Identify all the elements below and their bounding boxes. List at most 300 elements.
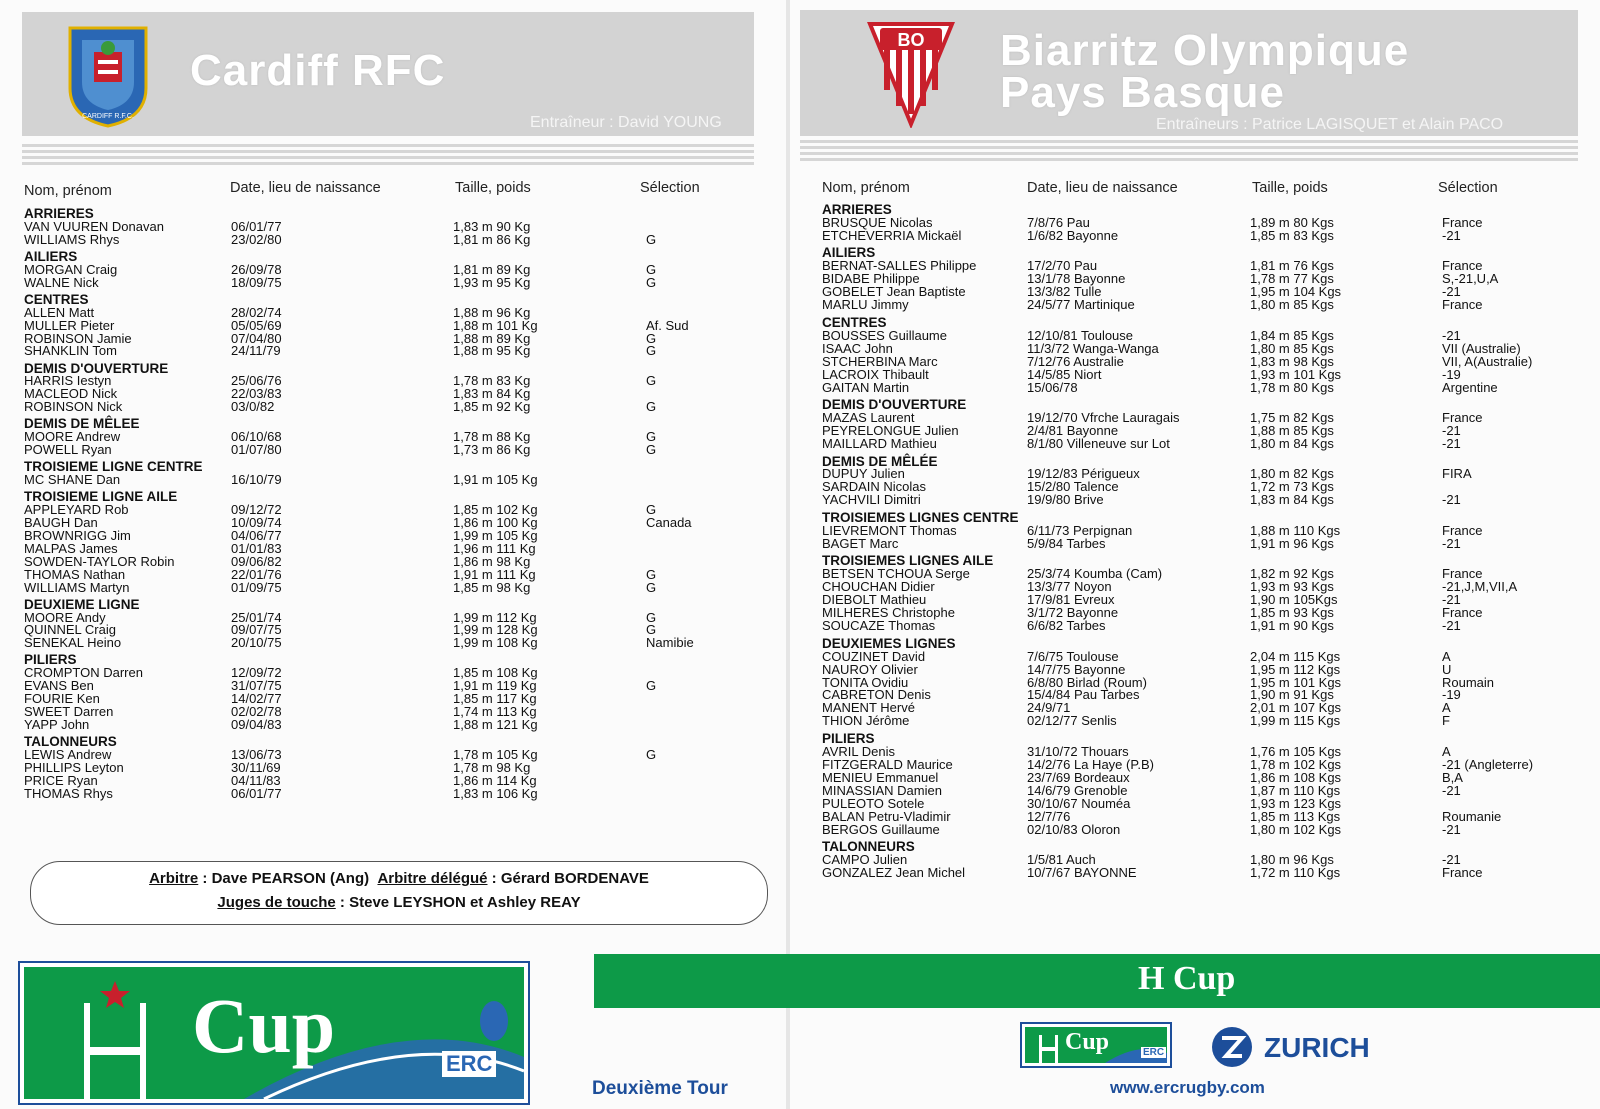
officials-box (30, 861, 768, 925)
player-size: 1,85 m 98 Kg (453, 579, 531, 595)
player-selection: Canada (646, 515, 692, 530)
player-size: 1,82 m 92 Kgs (1250, 566, 1334, 582)
player-name: COUZINET David (822, 648, 926, 664)
player-name: SOWDEN-TAYLOR Robin (24, 553, 175, 569)
player-size: 2,01 m 107 Kgs (1250, 700, 1342, 716)
player-name: YACHVILI Dimitri (822, 492, 921, 508)
player-birth: 13/1/78 Bayonne (1027, 271, 1126, 287)
player-selection: France (1442, 258, 1483, 274)
player-name: STCHERBINA Marc (822, 353, 938, 369)
section-title: DEMIS D'OUVERTURE (822, 397, 967, 413)
player-selection: G (646, 373, 657, 389)
player-name: DIEBOLT Mathieu (822, 592, 927, 608)
player-name: THOMAS Rhys (24, 785, 113, 801)
player-birth: 7/6/75 Toulouse (1027, 648, 1119, 664)
player-birth: 12/10/81 Toulouse (1027, 327, 1134, 343)
hcup-logo-small (1020, 1022, 1172, 1068)
player-name: SHANKLIN Tom (24, 343, 117, 359)
player-birth: 01/09/75 (231, 579, 282, 595)
player-birth: 23/7/69 Bordeaux (1027, 769, 1130, 785)
player-size: 1,72 m 73 Kgs (1250, 479, 1334, 495)
player-selection: VII, A(Australie) (1442, 353, 1533, 369)
player-selection: -21 (1442, 535, 1461, 551)
player-name: MAILLARD Mathieu (822, 435, 937, 451)
player-selection: France (1442, 522, 1483, 538)
player-birth: 03/0/82 (231, 399, 275, 415)
player-size: 1,88 m 121 Kg (453, 716, 538, 732)
player-size: 1,93 m 95 Kg (453, 274, 531, 290)
rugby-ball-icon (480, 1001, 508, 1041)
player-selection: G (646, 579, 657, 595)
player-birth: 05/05/69 (231, 317, 282, 333)
player-birth: 15/4/84 Pau Tarbes (1027, 687, 1140, 703)
player-size: 1,83 m 84 Kgs (1250, 492, 1334, 508)
player-birth: 19/12/70 Vfrche Lauragais (1027, 410, 1180, 426)
player-selection: G (646, 231, 657, 247)
player-size: 1,86 m 114 Kg (453, 772, 537, 788)
player-name: MOORE Andrew (24, 429, 121, 445)
player-birth: 04/11/83 (231, 772, 281, 788)
player-name: NAUROY Olivier (822, 661, 918, 677)
referee-label: Arbitre (149, 870, 199, 887)
player-birth: 24/11/79 (231, 343, 281, 359)
player-name: MORGAN Craig (24, 261, 118, 277)
player-birth: 06/10/68 (231, 429, 282, 445)
player-selection: G (646, 502, 657, 518)
website-url: www.ercrugby.com (1110, 1078, 1265, 1097)
player-birth: 12/7/76 (1027, 808, 1071, 824)
player-size: 1,99 m 115 Kgs (1250, 713, 1341, 729)
player-size: 1,83 m 106 Kg (453, 785, 538, 801)
player-birth: 31/10/72 Thouars (1027, 743, 1129, 759)
player-size: 1,91 m 105 Kg (453, 472, 538, 488)
section-title: TROISIEME LIGNE CENTRE (24, 459, 203, 475)
player-size: 1,88 m 96 Kg (453, 304, 531, 320)
player-birth: 06/01/77 (231, 218, 282, 234)
player-name: WALNE Nick (24, 274, 99, 290)
zurich-wordmark: ZURICH (1264, 1032, 1370, 1063)
player-name: ALLEN Matt (24, 304, 95, 320)
player-birth: 7/12/76 Australie (1027, 353, 1124, 369)
player-size: 1,80 m 85 Kgs (1250, 340, 1334, 356)
player-name: BALAN Petru-Vladimir (822, 808, 951, 824)
player-name: SENEKAL Heino (24, 635, 122, 651)
player-name: VAN VUUREN Donavan (24, 218, 164, 234)
player-selection: G (646, 399, 657, 415)
player-selection: VII (Australie) (1442, 340, 1521, 356)
player-birth: 28/02/74 (231, 304, 282, 320)
player-birth: 02/10/83 Oloron (1027, 821, 1121, 837)
col-header-selection: Sélection (640, 180, 700, 196)
player-size: 1,80 m 85 Kgs (1250, 297, 1334, 313)
player-name: LIEVREMONT Thomas (822, 522, 957, 538)
player-selection: -19 (1442, 366, 1461, 382)
player-birth: 09/04/83 (231, 716, 282, 732)
section-title: TROISIEME LIGNE AILE (24, 489, 178, 505)
biarritz-crest-icon (866, 20, 956, 128)
player-size: 1,88 m 85 Kgs (1250, 423, 1334, 438)
player-size: 1,78 m 77 Kgs (1250, 271, 1334, 287)
section-title: DEUXIEME LIGNE (24, 596, 140, 612)
player-birth: 8/1/80 Villeneuve sur Lot (1027, 435, 1170, 451)
player-birth: 01/01/83 (231, 540, 282, 556)
player-size: 1,88 m 101 Kg (453, 317, 538, 333)
player-name: WILLIAMS Martyn (24, 579, 130, 595)
player-size: 1,78 m 80 Kgs (1250, 379, 1334, 395)
player-selection: G (646, 566, 657, 582)
player-birth: 6/8/80 Birlad (Roum) (1027, 674, 1147, 690)
player-name: MARLU Jimmy (822, 297, 909, 313)
player-name: PULEOTO Sotele (822, 795, 925, 811)
player-birth: 25/01/74 (231, 609, 282, 625)
left-page (0, 0, 787, 1109)
player-birth: 6/11/73 Perpignan (1027, 522, 1133, 538)
player-birth: 12/09/72 (231, 665, 282, 681)
player-name: ETCHEVERRIA Mickaël (822, 227, 962, 243)
player-name: POWELL Ryan (24, 442, 112, 458)
player-name: SARDAIN Nicolas (822, 479, 927, 495)
player-birth: 13/06/73 (231, 746, 282, 762)
player-name: CHOUCHAN Didier (822, 579, 935, 595)
player-birth: 09/06/82 (231, 553, 282, 569)
player-size: 1,86 m 98 Kg (453, 553, 531, 569)
col-header-selection: Sélection (1438, 180, 1498, 196)
hcup-title: H Cup (1138, 960, 1236, 997)
player-selection: B,A (1442, 769, 1463, 785)
player-birth: 25/3/74 Koumba (Cam) (1027, 566, 1163, 582)
player-birth: 19/9/80 Brive (1027, 492, 1104, 508)
player-size: 1,78 m 88 Kg (453, 429, 531, 445)
player-size: 1,90 m 105Kgs (1250, 592, 1338, 608)
biarritz-team-name-1: Biarritz Olympique (1000, 26, 1410, 75)
section-title: PILIERS (822, 730, 875, 746)
player-selection: -21 (1442, 821, 1461, 837)
player-birth: 3/1/72 Bayonne (1027, 605, 1119, 621)
player-size: 1,80 m 82 Kgs (1250, 466, 1334, 482)
player-size: 1,95 m 101 Kgs (1250, 674, 1342, 690)
player-size: 1,91 m 119 Kg (453, 678, 537, 694)
player-birth: 30/11/69 (231, 759, 281, 775)
player-name: BIDABE Philippe (822, 271, 920, 287)
player-size: 1,88 m 95 Kg (453, 343, 531, 359)
player-size: 1,83 m 98 Kgs (1250, 353, 1334, 369)
player-size: 1,95 m 112 Kgs (1250, 661, 1341, 677)
player-birth: 31/07/75 (231, 678, 282, 694)
player-name: CROMPTON Darren (24, 665, 143, 681)
player-name: MC SHANE Dan (24, 472, 121, 488)
player-name: MILHERES Christophe (822, 605, 955, 621)
section-title: TALONNEURS (24, 734, 117, 749)
player-name: GAITAN Martin (822, 379, 910, 395)
player-name: MACLEOD Nick (24, 386, 118, 402)
player-birth: 17/2/70 Pau (1027, 258, 1098, 274)
player-birth: 09/12/72 (231, 502, 282, 518)
player-birth: 22/01/76 (231, 566, 282, 582)
player-size: 1,85 m 117 Kg (453, 691, 537, 707)
player-selection: France (1442, 605, 1483, 621)
player-size: 1,87 m 110 Kgs (1250, 782, 1341, 798)
cardiff-coach: Entraîneur : David YOUNG (530, 114, 722, 131)
player-name: HARRIS Iestyn (24, 373, 112, 389)
player-birth: 24/5/77 Martinique (1027, 297, 1135, 313)
player-birth: 25/06/76 (231, 373, 282, 389)
player-birth: 7/8/76 Pau (1027, 214, 1090, 230)
player-name: BERNAT-SALLES Philippe (822, 258, 977, 274)
player-name: FOURIE Ken (24, 691, 100, 707)
player-size: 1,78 m 102 Kgs (1250, 756, 1342, 772)
player-birth: 02/02/78 (231, 704, 282, 719)
section-title: ARRIERES (24, 206, 94, 221)
player-selection: France (1442, 297, 1483, 313)
section-title: DEMIS DE MÊLÉE (822, 453, 938, 469)
col-header-size: Taille, poids (1252, 180, 1328, 196)
player-size: 1,96 m 111 Kg (453, 540, 536, 556)
small-logo-erc: ERC (1143, 1047, 1165, 1058)
player-size: 1,78 m 83 Kg (453, 373, 531, 389)
player-birth: 09/07/75 (231, 622, 282, 638)
header-stripes (22, 144, 754, 166)
player-name: FITZGERALD Maurice (822, 756, 953, 772)
player-size: 1,83 m 90 Kg (453, 218, 531, 234)
player-size: 1,75 m 82 Kgs (1250, 410, 1334, 426)
player-size: 1,85 m 113 Kgs (1250, 808, 1341, 824)
player-name: CABRETON Denis (822, 687, 931, 703)
section-title: ARRIERES (822, 202, 892, 217)
player-birth: 14/6/79 Grenoble (1027, 782, 1128, 798)
player-selection: Argentine (1442, 379, 1498, 395)
player-selection: G (646, 330, 657, 346)
cardiff-crest-icon (68, 26, 148, 128)
player-birth: 30/10/67 Nouméa (1027, 795, 1131, 811)
player-selection: -19 (1442, 687, 1461, 703)
player-size: 1,74 m 113 Kg (453, 704, 537, 719)
player-selection: -21 (1442, 284, 1461, 300)
player-name: MENIEU Emmanuel (822, 769, 939, 785)
player-name: MAZAS Laurent (822, 410, 915, 426)
player-name: MULLER Pieter (24, 317, 115, 333)
col-header-birth: Date, lieu de naissance (1027, 180, 1178, 196)
section-title: CENTRES (24, 291, 89, 307)
player-birth: 1/5/81 Auch (1027, 852, 1096, 868)
player-selection: G (646, 274, 657, 290)
player-birth: 04/06/77 (231, 527, 282, 543)
player-size: 1,85 m 102 Kg (453, 502, 538, 518)
player-birth: 2/4/81 Bayonne (1027, 423, 1119, 438)
player-selection: France (1442, 410, 1483, 426)
player-name: MANENT Hervé (822, 700, 915, 716)
player-selection: A (1442, 743, 1451, 759)
player-birth: 6/6/82 Tarbes (1027, 618, 1106, 634)
player-size: 1,78 m 105 Kg (453, 746, 538, 762)
col-header-size: Taille, poids (455, 180, 531, 196)
player-size: 1,99 m 112 Kg (453, 609, 537, 625)
header-stripes (800, 140, 1578, 162)
player-birth: 02/12/77 Senlis (1027, 713, 1117, 729)
zurich-logo-icon (1210, 1026, 1254, 1068)
player-size: 1,91 m 90 Kgs (1250, 618, 1334, 634)
player-name: PRICE Ryan (24, 772, 98, 788)
player-selection: S,-21,U,A (1442, 271, 1499, 287)
player-name: LEWIS Andrew (24, 746, 112, 762)
player-size: 1,99 m 128 Kg (453, 622, 538, 638)
biarritz-coaches: Entraîneurs : Patrice LAGISQUET et Alain PACO (1156, 116, 1504, 133)
player-name: CAMPO Julien (822, 852, 908, 868)
player-selection: Namibie (646, 635, 694, 651)
player-name: THOMAS Nathan (24, 566, 126, 582)
player-birth: 19/12/83 Périgueux (1027, 466, 1140, 482)
small-logo-word: Cup (1065, 1029, 1110, 1055)
player-selection: -21 (1442, 227, 1461, 243)
player-size: 1,76 m 105 Kgs (1250, 743, 1342, 759)
player-selection: G (646, 261, 657, 277)
player-name: ISAAC John (822, 340, 893, 356)
player-selection: FIRA (1442, 466, 1472, 482)
player-birth: 07/04/80 (231, 330, 282, 346)
player-birth: 15/06/78 (1027, 379, 1078, 395)
player-name: BROWNRIGG Jim (24, 527, 131, 543)
player-name: PHILLIPS Leyton (24, 759, 124, 775)
player-name: EVANS Ben (24, 678, 94, 694)
player-size: 1,86 m 100 Kg (453, 515, 538, 530)
player-size: 1,95 m 104 Kgs (1250, 284, 1342, 300)
player-selection: -21 (1442, 618, 1461, 634)
player-size: 1,99 m 105 Kg (453, 527, 538, 543)
player-name: DUPUY Julien (822, 466, 905, 482)
player-selection: U (1442, 661, 1452, 677)
touch-judges-label: Juges de touche (217, 894, 336, 911)
player-birth: 16/10/79 (231, 472, 282, 488)
player-selection: A (1442, 700, 1451, 716)
section-title: CENTRES (822, 314, 887, 330)
player-size: 1,73 m 86 Kg (453, 442, 531, 458)
player-selection: F (1442, 713, 1450, 729)
col-header-name: Nom, prénom (822, 180, 910, 196)
player-size: 1,91 m 96 Kgs (1250, 535, 1334, 551)
player-birth: 5/9/84 Tarbes (1027, 535, 1106, 551)
round-label: Deuxième Tour (592, 1078, 728, 1099)
player-name: YAPP John (24, 716, 90, 732)
player-selection: Roumanie (1442, 808, 1502, 824)
player-selection: G (646, 429, 657, 445)
section-title: AILIERS (822, 245, 876, 261)
player-selection: -21 (1442, 852, 1461, 868)
section-title: TROISIEMES LIGNES CENTRE (822, 509, 1019, 525)
player-name: ROBINSON Nick (24, 399, 123, 415)
player-name: SOUCAZE Thomas (822, 618, 936, 634)
player-birth: 22/03/83 (231, 386, 282, 402)
player-size: 1,91 m 111 Kg (453, 566, 536, 582)
player-selection: France (1442, 865, 1483, 880)
delegate-label: Arbitre délégué (377, 870, 488, 887)
section-title: AILIERS (24, 248, 78, 264)
player-size: 1,93 m 93 Kgs (1250, 579, 1334, 595)
player-name: TONITA Ovidiu (822, 674, 909, 690)
player-size: 1,72 m 110 Kgs (1250, 865, 1341, 880)
cardiff-crest-label: CARDIFF R.F.C. (82, 113, 134, 120)
delegate-name: : Gérard BORDENAVE (487, 870, 649, 887)
player-size: 1,78 m 98 Kg (453, 759, 531, 775)
player-selection: -21 (1442, 782, 1461, 798)
biarritz-crest-label: BO (897, 30, 925, 50)
player-name: MINASSIAN Damien (822, 782, 942, 798)
player-name: MOORE Andy (24, 609, 106, 625)
player-birth: 11/3/72 Wanga-Wanga (1027, 340, 1159, 356)
large-logo-word: Cup (192, 982, 336, 1069)
player-size: 1,80 m 102 Kgs (1250, 821, 1342, 837)
player-selection: Af. Sud (646, 317, 689, 333)
player-size: 1,85 m 93 Kgs (1250, 605, 1334, 621)
player-name: PEYRELONGUE Julien (822, 423, 959, 438)
player-name: BAUGH Dan (24, 515, 98, 530)
player-birth: 23/02/80 (231, 231, 282, 247)
player-name: LACROIX Thibault (822, 366, 929, 382)
player-selection: G (646, 343, 657, 359)
player-name: GONZALEZ Jean Michel (822, 865, 966, 880)
touch-judges-names: : Steve LEYSHON et Ashley REAY (335, 894, 581, 911)
player-birth: 1/6/82 Bayonne (1027, 227, 1119, 243)
player-birth: 10/7/67 BAYONNE (1027, 865, 1137, 880)
player-size: 1,88 m 89 Kg (453, 330, 531, 346)
player-birth: 01/07/80 (231, 442, 282, 458)
player-name: BRUSQUE Nicolas (822, 214, 933, 230)
player-selection: G (646, 678, 657, 694)
section-title: DEMIS DE MÊLEE (24, 416, 140, 432)
player-selection: G (646, 622, 657, 638)
player-name: WILLIAMS Rhys (24, 231, 120, 247)
section-title: TROISIEMES LIGNES AILE (822, 553, 994, 569)
section-title: TALONNEURS (822, 839, 915, 855)
player-size: 1,81 m 86 Kg (453, 231, 531, 247)
cardiff-team-name: Cardiff RFC (190, 46, 446, 95)
player-birth: 26/09/78 (231, 261, 282, 277)
player-birth: 24/9/71 (1027, 700, 1071, 716)
biarritz-team-name-2: Pays Basque (1000, 68, 1285, 117)
player-birth: 13/3/82 Tulle (1027, 284, 1102, 300)
touch-judges-line (31, 894, 767, 911)
player-selection: Roumain (1442, 674, 1495, 690)
player-size: 2,04 m 115 Kgs (1250, 648, 1341, 664)
player-size: 1,88 m 110 Kgs (1250, 522, 1341, 538)
player-name: BOUSSES Guillaume (822, 327, 947, 343)
hcup-logo-large (18, 961, 530, 1105)
col-header-name: Nom, prénom (24, 183, 112, 199)
section-title: DEMIS D'OUVERTURE (24, 360, 169, 376)
player-size: 1,80 m 84 Kgs (1250, 435, 1334, 451)
section-title: DEUXIEMES LIGNES (822, 635, 956, 651)
player-birth: 14/2/76 La Haye (P.B) (1027, 756, 1154, 772)
player-size: 1,93 m 101 Kgs (1250, 366, 1342, 382)
player-selection: -21 (1442, 592, 1461, 608)
player-name: GOBELET Jean Baptiste (822, 284, 966, 300)
player-name: AVRIL Denis (822, 743, 895, 759)
player-size: 1,80 m 96 Kgs (1250, 852, 1334, 868)
player-size: 1,85 m 83 Kgs (1250, 227, 1334, 243)
player-name: SWEET Darren (24, 704, 114, 719)
player-selection: G (646, 609, 657, 625)
referee-line (31, 870, 767, 887)
player-size: 1,90 m 91 Kgs (1250, 687, 1334, 703)
player-birth: 13/3/77 Noyon (1027, 579, 1112, 595)
player-selection: -21 (1442, 435, 1461, 451)
player-name: QUINNEL Craig (24, 622, 116, 638)
player-name: ROBINSON Jamie (24, 330, 132, 346)
player-name: BERGOS Guillaume (822, 821, 940, 837)
player-name: MALPAS James (24, 540, 118, 556)
large-logo-erc: ERC (442, 1051, 496, 1077)
player-birth: 15/2/80 Talence (1027, 479, 1119, 495)
player-name: THION Jérôme (822, 713, 910, 729)
player-birth: 06/01/77 (231, 785, 282, 801)
